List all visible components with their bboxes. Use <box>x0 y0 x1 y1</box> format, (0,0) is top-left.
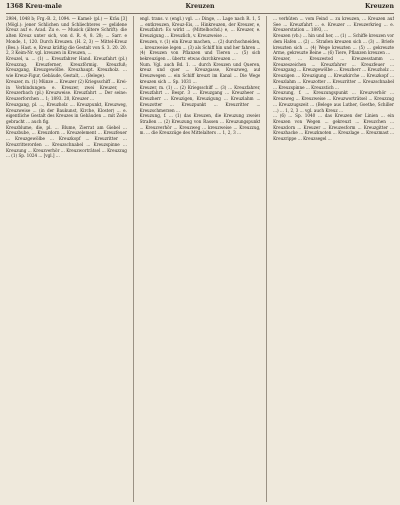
entry-paragraph: Kreuzung, f. ... Kreuzungspunkt ... Kreuzverhör ... Kreuzweg ... Kreuzweise ... Kreuzworträtsel ... Kreuzzug ... Kreuzzugszeit ... (Belege aus Luther, Goethe, Schiller ...) ... 1, 2, 3 ... vgl. auch Kreuz ... <box>273 90 394 113</box>
entry-paragraph: Kreuzblume, die, pl. ... Blume, Zierrat am Giebel ... Kreuzbube, ... Kreuzdorn ... Kreuzelement ... Kreuzfeuer ... Kreuzgewölbe ... Kreuzkopf ... Kreuzritter ... Kreuzritterorden ... Kreuzschnabel ... Kreuzspinne ... Kreuzung ... Kreuzverhör ... Kreuzworträtsel ... Kreuzzug ... (1) Sp. 1024 ... [vgl.] ... <box>6 124 127 159</box>
entry-paragraph: ... (6) ... Sp. 1040 ... das Kreuzen der Linien ... ein Kreuzen von Wegen ... gekreuzt ... Kreuzchen ... Kreuzdorn ... Kreuzer ... Kreuzesform ... Kreuzgitter ... Kreuzhacke ... Kreuzknoten ... Kreuzlage ... Kreuzmast ... Kreuzrippe ... Kreuzsegel ... <box>273 113 394 142</box>
column-divider <box>266 16 267 502</box>
entry-paragraph: engl. trans. v. (engl.) vgl. ...: Dinge, ... Lage nach R. 1, 5 ... entkreuzen, Kreuz-Eis, ... Hinkreuzen, der Kreuzer, e, Kreuzfahrt: Es wirkt ... (Mittelhochd.) e, ... Kreuzer, e. Kreuzigung ... Kreuzlich, v. Kreuzweise ... <box>139 16 261 39</box>
entry-paragraph: Kreuzer, m. (1) ... (2) Kriegsschiff ... (3) ... Kreuzfahrer, Kreuzfahrt ... Bespr. 3 ... Kreuzgang ... Kreuzheer ... Kreuzherr ... Kreuzigen, Kreuzigung ... Kreuzlahm ... Kreuzotter ... Kreuzpunkt ... Kreuzritter ... Kreuzschmerzen ... <box>139 84 261 113</box>
left-running-head: Kreu-male <box>25 3 62 10</box>
entry-paragraph: Kreuzen (vb.) ... hin und her, ... (1) ... Schiffe kreuzen vor dem Hafen ... (2) ... Straßen kreuzen sich ... (3) ... Briefe kreuzten sich ... (4) Wege kreuzten ... (5) ... gekreuzte Arme, gekreuzte Beine ... (6) Tiere, Pflanzen kreuzen ... <box>273 33 394 56</box>
text-columns <box>6 16 394 502</box>
col-right-head: Kreuzen <box>364 3 394 10</box>
entry-paragraph: Num. Vgl. auch Bd. 1. ... durch Kreuzen und Queren, kreuz und quer ... Kreuzgasse, Kreuzweg, auf Kreuzwegen ... ein Schiff kreuzt im Kanal ... Die Wege kreuzen sich ... Sp. 1031 ... <box>139 61 261 84</box>
page-number: 1368 <box>6 3 24 10</box>
header-right <box>262 3 394 10</box>
entry-paragraph: Kreuzer, m. (1) Münze ... Kreuzer (2) Kriegsschiff ... Krei- in Verbindungen: e. Kreuzer, zwei Kreuzer, ... Kreuzerbach (pl.) Kreuzweise. Kreuzfahrt ... Der seine: Kreuzerforchen ... 1; 1893. 20, Kreuzer ... <box>6 78 127 102</box>
entry-paragraph: Kreuzel, u. ... (1) ... Kreuzfahrer Hand. Kreuzfahrt (pl.) Kreuzzug. Kreuzferner, Kreuzförmig. Kreuzfuß; Kreuzgang, Kreuzgewölbe. Kreuzhaupt. Kreuzholz. ... wie Kreuz-Figur, Gebäude, Gestalt, ... (Belege). <box>6 56 127 79</box>
column-left <box>6 16 127 502</box>
right-running-head: Kreuzen <box>185 3 215 10</box>
column-right <box>273 16 394 502</box>
header-left <box>6 3 138 10</box>
entry-paragraph: ... verhüten ... vom Feind ... zu kreuzen, ... Kreuzen auf See ... Kreuzfahrt ... e. Kreuzer ... Kreuzerkrieg ... e. Kreuzerstation ... 1893, ... <box>273 16 394 33</box>
column-middle <box>140 16 261 502</box>
header-mid <box>138 3 262 10</box>
entry-paragraph: 2984, 1048 b; Frg.-B. 2, 1094. — Kamel- (pl.) — Kräu [3] (Mögl.): jener Schlichen und Schliechteres — gelidene Kreuz auf e. Acad. Zu e. — Musick (ältere Schrift): die alten Kreuz unter sich, von d. R. 4, 8. 28; ... Sarr. e Monde, 1, 120. Durch Kreuzen. (H. 2, 3) — Mittel-Kreuz (Bes.): Hast. e, Kreuz kräftig die Gestalt von S. 3. 20. 20. 2, 3 Keim-Nr. vgl. kreuzen in Kreuzen, ... <box>6 16 127 56</box>
column-divider <box>133 16 134 502</box>
entry-paragraph: Kreuzgang, pl. ..., Kreuzholz .... Kreuzpunkt, Kreuzweg, Kreuzweise ... (in der Baukunst, Kirche, Kloster) ... e. eigentliche Gestalt des Kreuzes in Gebäuden ... mit Zeile gebracht ... auch fig. <box>6 101 127 124</box>
entry-paragraph: Kreuzen, v. (1) ein Kreuz machen, ... (2) durchschneiden, ... kreuzweise legen ... (3) als Schiff hin und her fahren ... (4) Kreuzen von Pflanzen und Tieren ... (5) sich bekreuzigen ... übertr. etwas durchkreuzen ... <box>139 38 261 62</box>
entry-paragraph: Kreuzung, f. ... (1) das Kreuzen, die Kreuzung zweier Straßen ... (2) Kreuzung von Rassen ... Kreuzungspunkt ... Kreuzverhör ... Kreuzweg ... kreuzweise ... Kreuzzug, m. ... die Kreuzzüge des Mittelalters ... 1, 2, 3 ... <box>139 113 261 136</box>
running-header <box>6 3 394 14</box>
entry-paragraph: Kreuzer, ... Kreuzestod ... Kreuzesstamm ... Kreuzeszeichen ... Kreuzfahrer ... Kreuzfeuer ... Kreuzgang ... Kreuzgewölbe ... Kreuzherr ... Kreuzholz ... Kreuzigen ... Kreuzigung ... Kreuzkirche ... Kreuzkopf ... Kreuzlahm ... Kreuzotter ... Kreuzritter ... Kreuzschnabel ... Kreuzspinne ... Kreuzstich ... <box>273 56 394 90</box>
